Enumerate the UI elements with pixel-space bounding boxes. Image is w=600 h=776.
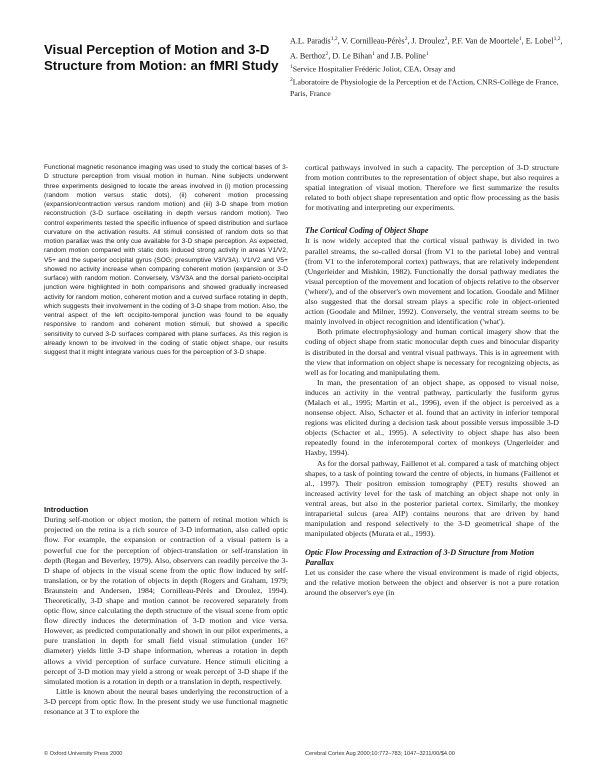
right-column	[305, 163, 559, 599]
affiliation-mark: 2	[290, 77, 293, 84]
paragraph: During self-motion or object motion, the pattern of retinal motion which is projected on the retina is a rich source of 3-D information, also called optic flow. For example, the expansion or contraction of a visual pattern is a powerful cue for the perception of object-translation or self-translation in depth (Regan and Beverley, 1979). Also, observers can readily perceive the 3-D shape of objects in the visual scene from the optic flow induced by self-translation, or by the rotation of objects in depth (Rogers and Graham, 1979; Braunstein and Andersen, 1984; Cornilleau-Pérès and Droulez, 1994). Theoretically, 3-D shape and motion cannot be recovered separately from optic flow, since calculating the depth structure of the visual scene from optic flow directly induces the determination of 3-D motion and vice versa. However, as predicted computationally and shown in our pilot experiments, a pure translation in depth for small field visual stimulation (under 16° diameter) yields little 3-D shape information, whereas a rotation in depth allows a vivid perception of surface curvature. Hence stimuli eliciting a percept of 3-D motion may yield a strong or weak percept of 3-D shape if the simulated motion is a rotation in depth or a translation in depth, respectively.	[44, 515, 288, 686]
author-affiliation-mark: 2	[444, 36, 448, 42]
author-name: J. Droulez	[411, 36, 445, 46]
author-affiliation-mark: 1	[372, 50, 375, 57]
author-name: J.B. Poline	[390, 51, 426, 61]
author-name: V. Cornilleau-Pérès	[341, 36, 405, 46]
author-name: A.L. Paradis	[290, 36, 331, 46]
author-name: D. Le Bihan	[332, 51, 373, 61]
affiliation-text: Service Hospitalier Frédéric Joliot, CEA, Orsay and	[292, 64, 456, 74]
affiliation-mark: 1	[290, 64, 293, 70]
author-affiliation-mark: 1	[518, 36, 522, 42]
copyright-footer: © Oxford University Press 2000	[44, 751, 123, 757]
paper-title: Visual Perception of Motion and 3-D Structure from Motion: an fMRI Study	[44, 41, 279, 73]
author-affiliation-mark: 2	[325, 50, 329, 57]
left-column	[44, 163, 288, 717]
paragraph: Both primate electrophysiology and human cortical imagery show that the coding of object shape from static monocular depth cues and binocular disparity is distributed in the dorsal and ventral visual pathways. This is in agreement with the view that information on object shape is necessary for recognizing objects, as well as for locating and manipulating them.	[305, 327, 559, 377]
paragraph: As for the dorsal pathway, Faillenot et al. compared a task of matching object shapes, to a task of pointing toward the centre of objects, in humans (Faillenot et al., 1997). Their positron emission tomography (PET) results showed an increased activity level for the task of matching an object shape not only in ventral areas, but also in the posterior parietal cortex. Similarly, the monkey intraparietal sulcus (area AIP) contains neurons that are driven by hand manipulation and respond selectively to the 3-D geometrical shape of the manipulated objects (Murata et al., 1993).	[305, 458, 559, 539]
affiliation-text: Laboratoire de Physiologie de la Perception et de l'Action, CNRS-Collège de France, Paris, France	[290, 77, 559, 99]
author-affiliation-mark: 2	[404, 36, 408, 42]
paragraph: cortical pathways involved in such a capacity. The perception of 3-D structure from motion contributes to the representation of object shape, but also requires a spatial integration of visual motion. Therefore we first summarize the results related to both object shape representation and optic flow processing as the basis for motivating and interpreting our experiments.	[305, 163, 559, 213]
section-heading: Optic Flow Processing and Extraction of 3-D Structure from Motion Parallax	[305, 548, 535, 568]
author-name: P.F. Van de Moortele	[451, 36, 519, 46]
paragraph: Little is known about the neural bases underlying the reconstruction of a 3-D percept from optic flow. In the present study we use functional magnetic resonance at 3 T to explore the	[44, 686, 288, 717]
author-list: A.L. Paradis$^{1,2}$, V. Cornilleau-Pérès$^2$, J. Droulez$^2$, P.F. Van de Moortele$^1$, E. Lobel$^{1,2}$, A. Berthoz$^2$, D. Le Bihan$^1$ and J.B. Poline$^1$	[290, 36, 563, 61]
section-heading: The Cortical Coding of Object Shape	[305, 226, 429, 236]
author-name: A. Berthoz	[290, 51, 326, 61]
intro-body	[44, 515, 288, 717]
paragraph: Let us consider the case where the visual environment is made of rigid objects, and the relative motion between the object and observer is not a pure rotation around the observer's eye (in	[305, 568, 559, 598]
author-affiliation-mark: 1,2	[330, 36, 338, 42]
intro-heading: Introduction	[44, 505, 89, 515]
author-affiliation-mark: 1,2	[553, 36, 561, 42]
section-gap	[305, 539, 559, 548]
paragraph: In man, the presentation of an object shape, as opposed to visual noise, induces an activity in the ventral pathway, particularly the fusiform gyrus (Malach et al., 1995; Martin et al., 1996), even if the object is perceived as a nonsense object. Also, Schacter et al. found that an activity in inferior temporal regions was elicited during a decision task about possible versus impossible 3-D objects (Schacter et al., 1995). A selectivity to object shape has also been repeatedly found in the inferotemporal cortex of monkeys (Ungerleider and Haxby, 1994).	[305, 377, 559, 458]
affiliation	[290, 62, 565, 75]
author-name: E. Lobel	[525, 36, 554, 46]
affiliation	[290, 75, 565, 100]
abstract: Functional magnetic resonance imaging was used to study the cortical bases of 3-D structure perception from visual motion in human. Nine subjects underwent three experiments designed to locate the areas involved in (i) motion processing (random motion versus static dots), (ii) coherent motion processing (expansion/contraction versus random motion) and (iii) 3-D shape from motion reconstruction (3-D surface oscillating in depth versus random motion). Two control experiments tested the specific influence of speed distribution and surface curvature on the activation results. All stimuli consisted of random dots so that motion parallax was the only cue available for 3-D shape perception. As expected, random motion compared with static dots induced strong activity in areas V1/V2, V5+ and the superior occipital gyrus (SOG; presumptive V3/V3A). V1/V2 and V5+ showed no activity increase when comparing coherent motion (expansion or 3-D surface) with random motion. Conversely, V3/V3A and the dorsal parieto-occipital junction were highlighted in both comparisons and showed gradually increased activity for random motion, coherent motion and a curved surface rotating in depth, which suggests their involvement in the coding of 3-D shape from motion. Also, the ventral aspect of the left occipito-temporal junction was found to be equally responsive to random and coherent motion stimuli, but showed a specific sensitivity to curved 3-D surfaces compared with plane surfaces. As this region is already known to be involved in the coding of static object shape, our results suggest that it might integrate various cues for the perception of 3-D shape.	[44, 164, 288, 356]
author-affiliation-mark: 1	[425, 50, 429, 57]
paragraph: It is now widely accepted that the cortical visual pathway is divided in two parallel streams, the so-called dorsal (from V1 to the parietal lobe) and ventral (from V1 to the inferotemporal cortex) pathways, that are relatively independent (Ungerleider and Mishkin, 1982). Functionally the dorsal pathway mediates the visual perception of the movement and location of objects relative to the observer ('where'), and of the observer's own movement and location. Goodale and Milner also suggested that the dorsal stream plays a specific role in object-oriented action (Goodale and Milner, 1992). Conversely, the ventral stream seems to be mainly involved in object recognition and identification ('what').	[305, 236, 559, 327]
section-gap	[305, 213, 559, 226]
journal-footer: Cerebral Cortex Aug 2000;10:772–783; 1047–3211/00/$4.00	[305, 751, 455, 757]
affiliation-list	[290, 62, 565, 100]
